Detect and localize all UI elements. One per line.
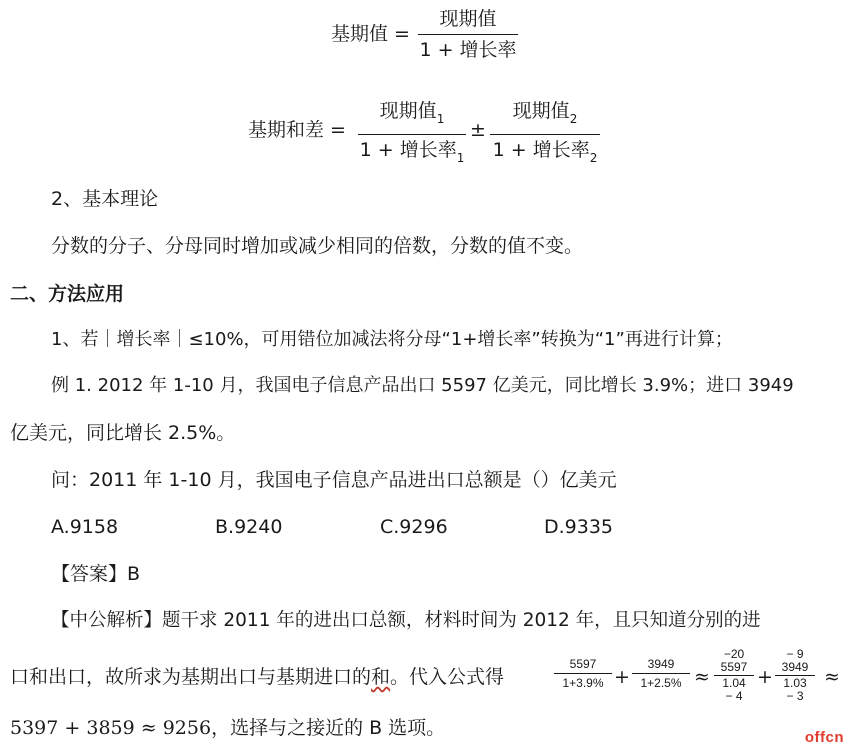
- section-basic-theory: 2、基本理论: [51, 188, 159, 210]
- fraction-bar: [358, 134, 466, 135]
- analysis-line-1: 【中公解析】题干求 2011 年的进出口总额，材料时间为 2012 年，且只知道分别的进: [51, 610, 761, 631]
- example-line-1: 例 1. 2012 年 1-10 月，我国电子信息产品出口 5597 亿美元，同比增长 3.9%；进口 3949: [51, 375, 794, 396]
- calc-fraction-1: 5597 1+3.9%: [554, 656, 612, 691]
- offcn-logo: offcn: [804, 729, 844, 746]
- calc-fraction-2: 3949 1+2.5%: [632, 656, 690, 691]
- method-point-1: 1、若｜增长率｜≤10%，可用错位加减法将分母“1+增长率”转换为“1”再进行计算；: [51, 329, 733, 350]
- option-a: A.9158: [51, 516, 119, 538]
- calc-stacked-2: − 9 3949 1.03 − 3: [775, 648, 815, 703]
- option-b: B.9240: [215, 516, 283, 538]
- fraction-bar: [418, 34, 518, 35]
- formula2-fraction-1: [358, 98, 466, 171]
- underlined-word: 和: [371, 666, 391, 688]
- formula2-lhs: 基期和差 =: [248, 119, 346, 141]
- calc-approx-1: ≈: [694, 666, 710, 688]
- formula1-denominator: 1 + 增长率: [419, 39, 517, 61]
- calc-stacked-1: −20 5597 1.04 − 4: [714, 648, 754, 703]
- calc-plus-1: +: [614, 666, 630, 688]
- formula2-numerator-1: 现期值$_1$: [379, 100, 445, 126]
- basic-theory-text: 分数的分子、分母同时增加或减少相同的倍数，分数的值不变。: [51, 235, 584, 257]
- formula1-fraction: [418, 6, 518, 63]
- analysis-line-2: 口和出口，故所求为基期出口与基期进口的和。代入公式得: [10, 666, 505, 688]
- heading-method: 二、方法应用: [10, 283, 125, 305]
- formula2-numerator-2: 现期值$_2$: [512, 100, 578, 126]
- option-d: D.9335: [544, 516, 614, 538]
- formula2-fraction-2: [490, 98, 600, 171]
- result-equation: 5397 + 3859 ≈ 9256: [10, 717, 212, 739]
- formula2-denominator-2: 1 + 增长率$_2$: [492, 139, 598, 165]
- formula1-numerator: 现期值: [439, 8, 497, 30]
- example-line-2: 亿美元，同比增长 2.5%。: [10, 422, 236, 444]
- option-c: C.9296: [380, 516, 448, 538]
- fraction-bar: [490, 134, 600, 135]
- question-text: 问：2011 年 1-10 月，我国电子信息产品进出口总额是（）亿美元: [51, 469, 617, 491]
- formula1-lhs: 基期值 =: [331, 23, 410, 45]
- plus-minus-operator: ±: [470, 119, 486, 141]
- calc-approx-2: ≈: [824, 666, 840, 688]
- calc-plus-2: +: [757, 666, 773, 688]
- answer-text: 【答案】B: [51, 563, 141, 585]
- formula2-denominator-1: 1 + 增长率$_1$: [359, 139, 465, 165]
- analysis-line-3: 5397 + 3859 ≈ 9256，选择与之接近的 B 选项。: [10, 717, 446, 739]
